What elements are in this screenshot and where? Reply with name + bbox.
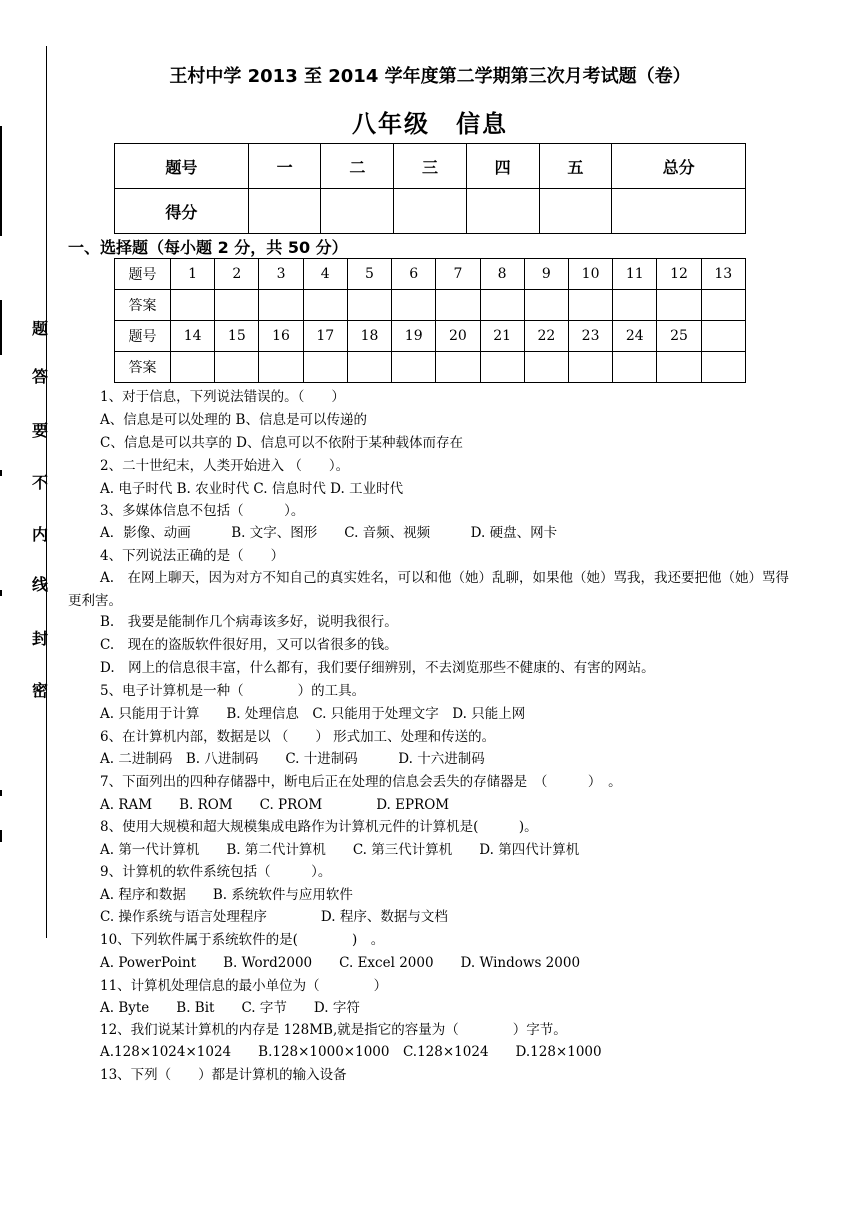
answer-row-label: 题号 (115, 321, 171, 352)
question-option-a: A. 在网上聊天，因为对方不知自己的真实姓名，可以和他（她）乱聊，如果他（她）骂我，我还要把他（她）骂得更利害。 (68, 570, 790, 609)
binding-char: 题 (31, 319, 48, 338)
question-options: A. 第一代计算机 B. 第二代计算机 C. 第三代计算机 D. 第四代计算机 (100, 842, 580, 858)
answer-cell[interactable] (568, 290, 612, 321)
score-cell: 题号 (115, 144, 249, 189)
answer-number-row (115, 321, 746, 352)
score-cell: 五 (539, 144, 612, 189)
answer-cell[interactable] (568, 352, 612, 383)
answer-row-label: 题号 (115, 259, 171, 290)
question-number: 1 (171, 259, 215, 290)
answer-cell[interactable] (215, 352, 259, 383)
binding-dash (0, 830, 2, 842)
score-table-score-row (115, 189, 746, 234)
question-number: 2 (215, 259, 259, 290)
question-number: 13 (701, 259, 745, 290)
question-number: 12 (657, 259, 701, 290)
answer-cell[interactable] (701, 352, 745, 383)
binding-char: 内 (31, 525, 48, 544)
binding-char: 要 (31, 421, 48, 440)
score-cell: 三 (394, 144, 467, 189)
binding-char: 答 (31, 367, 48, 386)
question-stem: 8、使用大规模和超大规模集成电路作为计算机元件的计算机是( )。 (100, 819, 538, 835)
question-options: A. 二进制码 B. 八进制码 C. 十进制码 D. 十六进制码 (100, 751, 485, 767)
question-stem: 1、对于信息，下列说法错误的。（ ） (100, 389, 345, 405)
question-number: 6 (392, 259, 436, 290)
answer-cell[interactable] (657, 290, 701, 321)
question-stem: 3、多媒体信息不包括（ ）。 (100, 503, 305, 519)
answer-cell[interactable] (215, 290, 259, 321)
binding-dash (0, 790, 2, 796)
answer-cell[interactable] (347, 352, 391, 383)
question-option-d: D. 网上的信息很丰富，什么都有，我们要仔细辨别，不去浏览那些不健康的、有害的网站。 (100, 660, 655, 676)
answer-cell[interactable] (347, 290, 391, 321)
binding-char: 密 (31, 681, 48, 700)
score-cell: 总分 (612, 144, 746, 189)
score-table-header-row (115, 144, 746, 189)
answer-cell[interactable] (436, 290, 480, 321)
question-number: 10 (568, 259, 612, 290)
answer-row-label: 答案 (115, 290, 171, 321)
question-stem: 5、电子计算机是一种（ ）的工具。 (100, 683, 366, 699)
answer-entry-row (115, 290, 746, 321)
score-entry[interactable] (466, 189, 539, 234)
question-stem: 10、下列软件属于系统软件的是( ) 。 (100, 932, 385, 948)
binding-char: 封 (31, 629, 48, 648)
binding-char: 线 (31, 575, 48, 594)
question-stem: 11、计算机处理信息的最小单位为（ ） (100, 978, 388, 994)
question-number: 22 (524, 321, 568, 352)
score-entry[interactable] (248, 189, 321, 234)
answer-cell[interactable] (524, 290, 568, 321)
score-cell: 四 (466, 144, 539, 189)
binding-dash (0, 470, 2, 476)
question-number: 16 (259, 321, 303, 352)
question-number: 21 (480, 321, 524, 352)
binding-dash (0, 590, 2, 596)
question-number: 25 (657, 321, 701, 352)
answer-cell[interactable] (701, 290, 745, 321)
answer-cell[interactable] (480, 352, 524, 383)
binding-dash (0, 126, 2, 236)
exam-title: 王村中学 2013 至 2014 学年度第二学期第三次月考试题（卷） (169, 66, 691, 87)
question-number: 23 (568, 321, 612, 352)
question-options: A. RAM B. ROM C. PROM D. EPROM (100, 797, 450, 813)
answer-cell[interactable] (171, 290, 215, 321)
score-entry[interactable] (612, 189, 746, 234)
question-number: 3 (259, 259, 303, 290)
question-options: A. Byte B. Bit C. 字节 D. 字符 (100, 1000, 360, 1016)
question-number: 5 (347, 259, 391, 290)
score-entry[interactable] (539, 189, 612, 234)
question-stem: 12、我们说某计算机的内存是 128MB,就是指它的容量为（ ）字节。 (100, 1022, 567, 1038)
question-number: 17 (303, 321, 347, 352)
score-table (114, 143, 746, 234)
answer-cell[interactable] (303, 352, 347, 383)
question-options: C、信息是可以共享的 D、信息可以不依附于某种载体而存在 (100, 435, 463, 451)
binding-char: 不 (31, 473, 48, 492)
question-stem: 13、下列（ ）都是计算机的输入设备 (100, 1067, 347, 1083)
answer-cell[interactable] (480, 290, 524, 321)
question-number: 4 (303, 259, 347, 290)
question-options: A. 电子时代 B. 农业时代 C. 信息时代 D. 工业时代 (100, 481, 404, 497)
answer-cell[interactable] (392, 290, 436, 321)
question-stem: 2、二十世纪末，人类开始进入 （ ）。 (100, 458, 350, 474)
answer-cell[interactable] (613, 290, 657, 321)
question-number: 18 (347, 321, 391, 352)
answer-cell[interactable] (436, 352, 480, 383)
answer-row-label: 答案 (115, 352, 171, 383)
exam-subtitle: 八年级 信息 (352, 110, 508, 138)
question-stem: 9、计算机的软件系统包括（ ）。 (100, 864, 332, 880)
question-options: A、信息是可以处理的 B、信息是可以传递的 (100, 412, 367, 428)
answer-cell[interactable] (259, 290, 303, 321)
answer-entry-row (115, 352, 746, 383)
question-options: A. PowerPoint B. Word2000 C. Excel 2000 D. Windows 2000 (100, 955, 581, 971)
question-number: 8 (480, 259, 524, 290)
question-options: A.128×1024×1024 B.128×1000×1000 C.128×1024 D.128×1000 (100, 1044, 602, 1060)
question-number: 19 (392, 321, 436, 352)
question-options: A．影像、动画 B. 文字、图形 C. 音频、视频 D. 硬盘、网卡 (100, 525, 558, 541)
score-entry[interactable] (321, 189, 394, 234)
question-options: C. 操作系统与语言处理程序 D. 程序、数据与文档 (100, 909, 448, 925)
answer-cell[interactable] (613, 352, 657, 383)
question-number: 24 (613, 321, 657, 352)
answer-cell[interactable] (657, 352, 701, 383)
score-row-label: 得分 (115, 189, 249, 234)
score-cell: 二 (321, 144, 394, 189)
question-options: A. 程序和数据 B. 系统软件与应用软件 (100, 887, 353, 903)
score-cell: 一 (248, 144, 321, 189)
binding-dash (0, 300, 2, 355)
answer-cell[interactable] (303, 290, 347, 321)
answer-cell[interactable] (171, 352, 215, 383)
score-entry[interactable] (394, 189, 467, 234)
question-option-c: C. 现在的盗版软件很好用，又可以省很多的钱。 (100, 637, 398, 653)
question-number: 14 (171, 321, 215, 352)
question-stem: 6、在计算机内部，数据是以 （ ） 形式加工、处理和传送的。 (100, 729, 496, 745)
question-stem: 7、下面列出的四种存储器中，断电后正在处理的信息会丢失的存储器是 （ ） 。 (100, 774, 622, 790)
answer-number-row (115, 259, 746, 290)
answer-cell[interactable] (259, 352, 303, 383)
question-number: 7 (436, 259, 480, 290)
answer-table (114, 258, 746, 383)
question-stem: 4、下列说法正确的是（ ） (100, 548, 285, 564)
question-number: 9 (524, 259, 568, 290)
question-options: A. 只能用于计算 B. 处理信息 C. 只能用于处理文字 D. 只能上网 (100, 706, 526, 722)
question-option-b: B. 我要是能制作几个病毒该多好，说明我很行。 (100, 614, 398, 630)
question-number: 15 (215, 321, 259, 352)
question-number: 11 (613, 259, 657, 290)
answer-cell[interactable] (524, 352, 568, 383)
section-heading: 一、选择题（每小题 2 分，共 50 分） (68, 238, 348, 257)
answer-cell[interactable] (392, 352, 436, 383)
question-number (701, 321, 745, 352)
question-number: 20 (436, 321, 480, 352)
